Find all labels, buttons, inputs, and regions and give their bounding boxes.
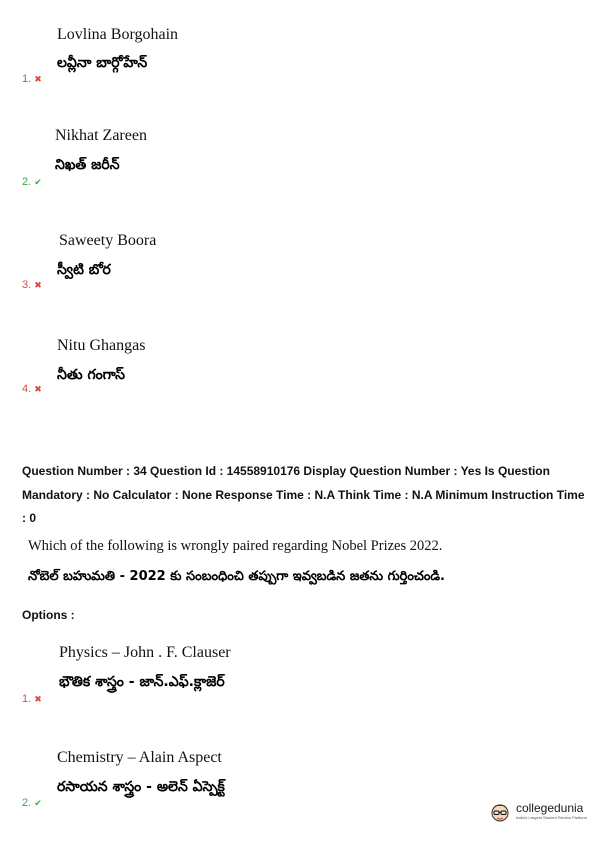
correct-check-icon: ✔ (34, 798, 42, 808)
prev-option-2-marker (22, 176, 42, 188)
option-1-telugu: భౌతిక శాస్త్రం - జాన్.ఎఫ్.క్లాజెర్ (59, 674, 225, 690)
wrong-mark-icon: ✖ (34, 74, 42, 84)
question-text-telugu: నోబెల్ బహుమతి - 2022 కు సంబంధించి తప్పుగా ఇవ్వబడిన జతను గుర్తించండి. (28, 569, 445, 584)
prev-option-3-english: Saweety Boora (59, 232, 157, 249)
option-number: 2. (22, 176, 32, 188)
option-2-telugu: రసాయన శాస్త్రం - అలెన్ ఏస్పెక్ట్ (57, 779, 225, 795)
option-number: 1. (22, 693, 32, 705)
question-metadata: Question Number : 34 Question Id : 14558910176 Display Question Number : Yes Is Question Mandatory : No Calculator : None Response Time : N.A Think Time : N.A Minimum Instruction Time : 0 (22, 464, 585, 525)
wrong-mark-icon: ✖ (34, 280, 42, 290)
logo-tagline: India's Largest Student Review Platform (515, 814, 587, 820)
logo-name: collegedunia (515, 800, 584, 815)
question-text-english: Which of the following is wrongly paired regarding Nobel Prizes 2022. (28, 538, 443, 554)
prev-option-3-telugu: స్వీటి బోర (57, 262, 111, 278)
option-1-english: Physics – John . F. Clauser (59, 644, 231, 661)
option-1-marker (22, 693, 42, 705)
logo-text (516, 802, 587, 821)
student-avatar-icon (488, 798, 512, 824)
wrong-mark-icon: ✖ (34, 694, 42, 704)
option-2-marker (22, 797, 42, 809)
wrong-mark-icon: ✖ (34, 384, 42, 394)
collegedunia-logo (488, 798, 587, 824)
prev-option-3-marker (22, 279, 42, 291)
prev-option-1-marker (22, 73, 42, 85)
prev-option-4-english: Nitu Ghangas (57, 337, 146, 354)
option-number: 1. (22, 73, 32, 85)
prev-option-2-english: Nikhat Zareen (55, 127, 147, 144)
prev-option-1-english: Lovlina Borgohain (57, 26, 179, 43)
options-label: Options : (22, 608, 75, 622)
prev-option-2-telugu: నిఖత్ జరీన్ (55, 157, 120, 173)
prev-option-4-marker (22, 383, 42, 395)
prev-option-1-telugu: లవ్లీనా బార్గోహేన్ (57, 55, 148, 71)
prev-option-4-telugu: నీతు గంగాస్ (57, 367, 125, 383)
option-number: 4. (22, 383, 32, 395)
option-number: 3. (22, 279, 32, 291)
correct-check-icon: ✔ (34, 177, 42, 187)
option-number: 2. (22, 797, 32, 809)
option-2-english: Chemistry – Alain Aspect (57, 749, 222, 766)
